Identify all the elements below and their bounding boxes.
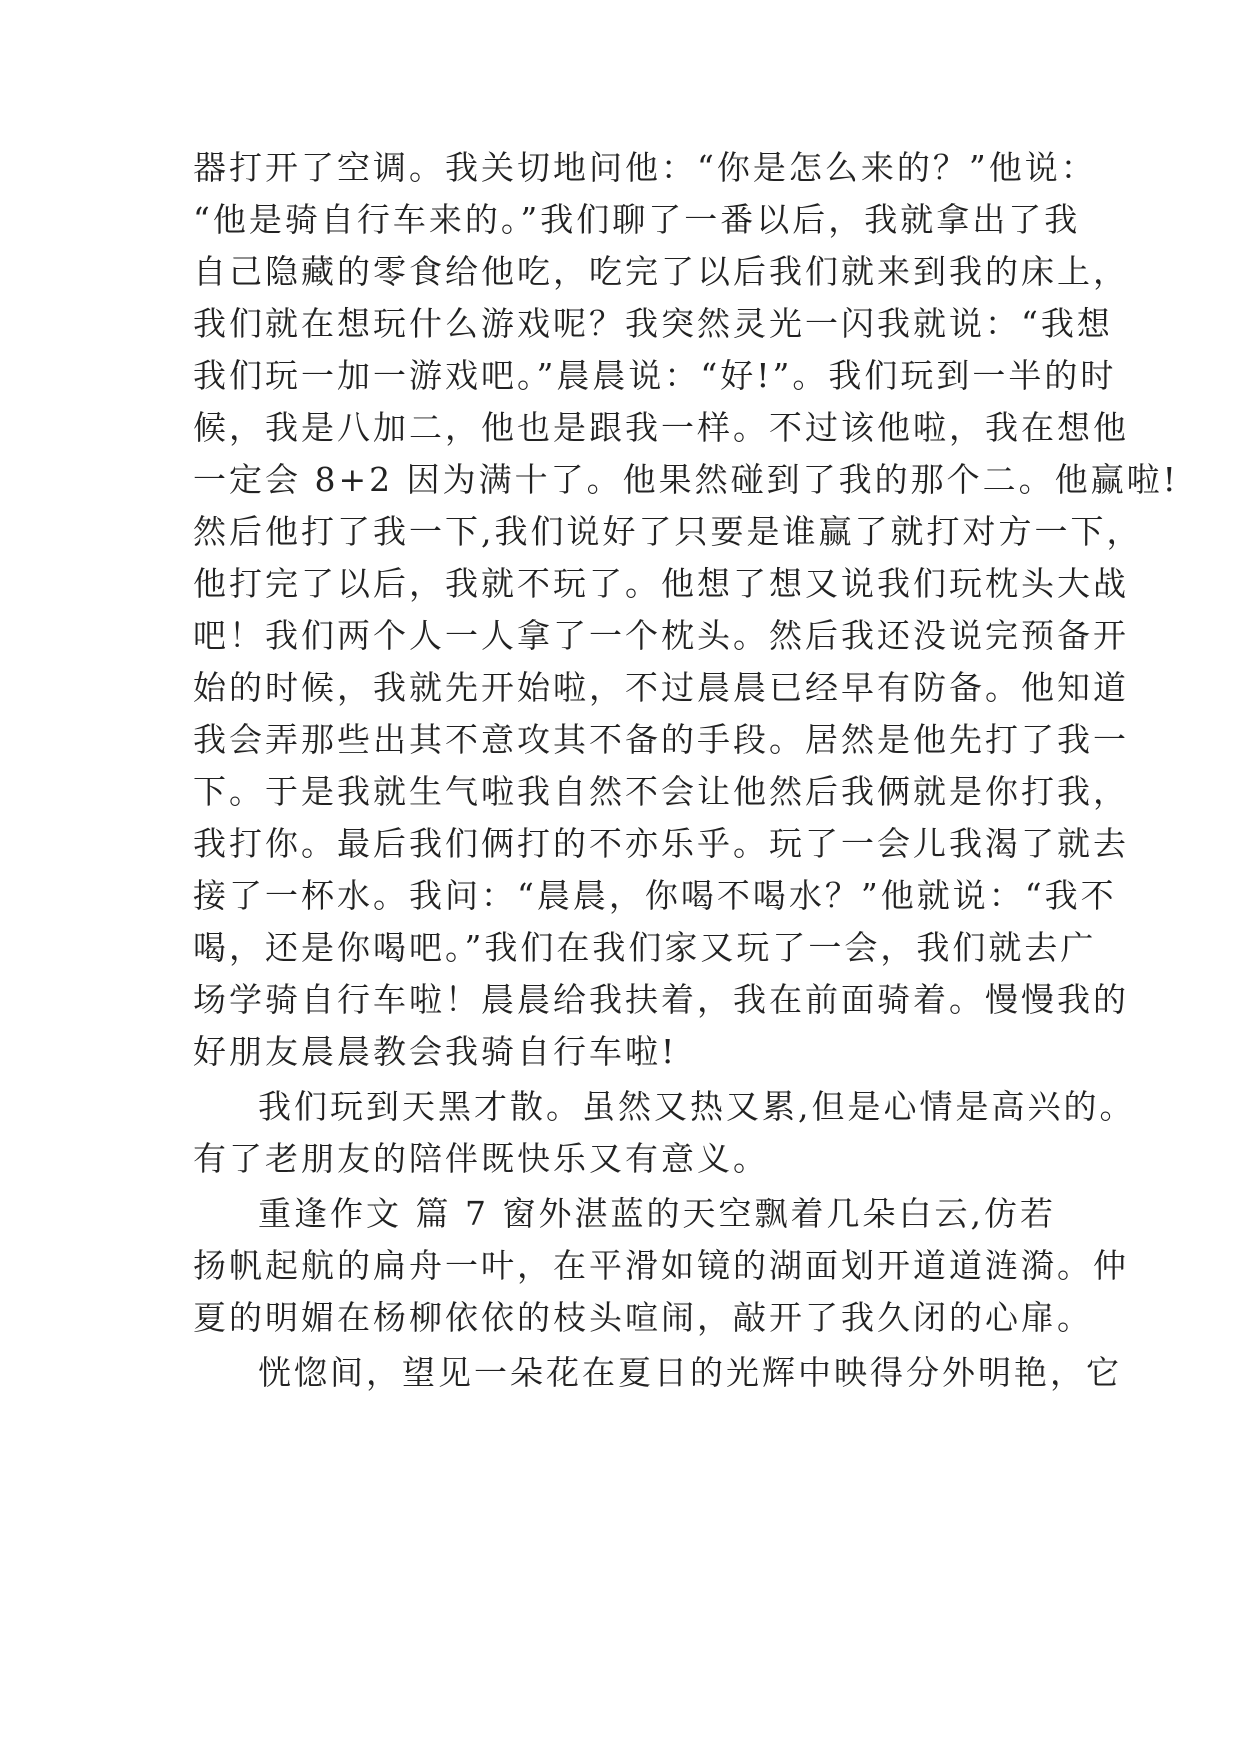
paragraph-first-line: 我们玩到天黑才散。虽然又热又累,但是心情是高兴的。: [258, 1087, 1136, 1126]
text-line: 始的时候，我就先开始啦，不过晨晨已经早有防备。他知道: [193, 668, 1129, 707]
text-line: 扬帆起航的扁舟一叶，在平滑如镜的湖面划开道道涟漪。仲: [193, 1246, 1129, 1285]
text-line: 我们玩一加一游戏吧。”晨晨说：“好!”。我们玩到一半的时: [193, 356, 1117, 395]
text-line: 夏的明媚在杨柳依依的枝头喧闹，敲开了我久闭的心扉。: [193, 1298, 1093, 1337]
paragraph-first-line: 恍惚间，望见一朵花在夏日的光辉中映得分外明艳，它: [258, 1353, 1122, 1392]
text-line: 吧！我们两个人一人拿了一个枕头。然后我还没说完预备开: [193, 616, 1129, 655]
text-line: 我们就在想玩什么游戏呢？我突然灵光一闪我就说：“我想: [193, 304, 1113, 343]
text-line: 接了一杯水。我问：“晨晨，你喝不喝水？”他就说：“我不: [193, 876, 1117, 915]
text-line: 下。于是我就生气啦我自然不会让他然后我俩就是你打我，: [193, 772, 1129, 811]
text-line: 候，我是八加二，他也是跟我一样。不过该他啦，我在想他: [193, 408, 1129, 447]
text-line: 自己隐藏的零食给他吃，吃完了以后我们就来到我的床上，: [193, 252, 1129, 291]
text-line: 器打开了空调。我关切地问他：“你是怎么来的？”他说：: [193, 148, 1097, 187]
text-line: 有了老朋友的陪伴既快乐又有意义。: [193, 1139, 769, 1178]
text-line: 一定会 8+2 因为满十了。他果然碰到了我的那个二。他赢啦!: [193, 460, 1179, 499]
text-line: 他打完了以后，我就不玩了。他想了想又说我们玩枕头大战: [193, 564, 1129, 603]
text-line: 我会弄那些出其不意攻其不备的手段。居然是他先打了我一: [193, 720, 1129, 759]
text-line: “他是骑自行车来的。”我们聊了一番以后，我就拿出了我: [193, 200, 1081, 239]
text-line: 我打你。最后我们俩打的不亦乐乎。玩了一会儿我渴了就去: [193, 824, 1129, 863]
text-line: 喝，还是你喝吧。”我们在我们家又玩了一会，我们就去广: [193, 928, 1097, 967]
section-heading-line: 重逢作文 篇 7 窗外湛蓝的天空飘着几朵白云,仿若: [258, 1194, 1056, 1233]
text-line: 然后他打了我一下,我们说好了只要是谁赢了就打对方一下，: [193, 512, 1143, 551]
text-line: 场学骑自行车啦！晨晨给我扶着，我在前面骑着。慢慢我的: [193, 980, 1129, 1019]
text-line: 好朋友晨晨教会我骑自行车啦!: [193, 1032, 678, 1071]
